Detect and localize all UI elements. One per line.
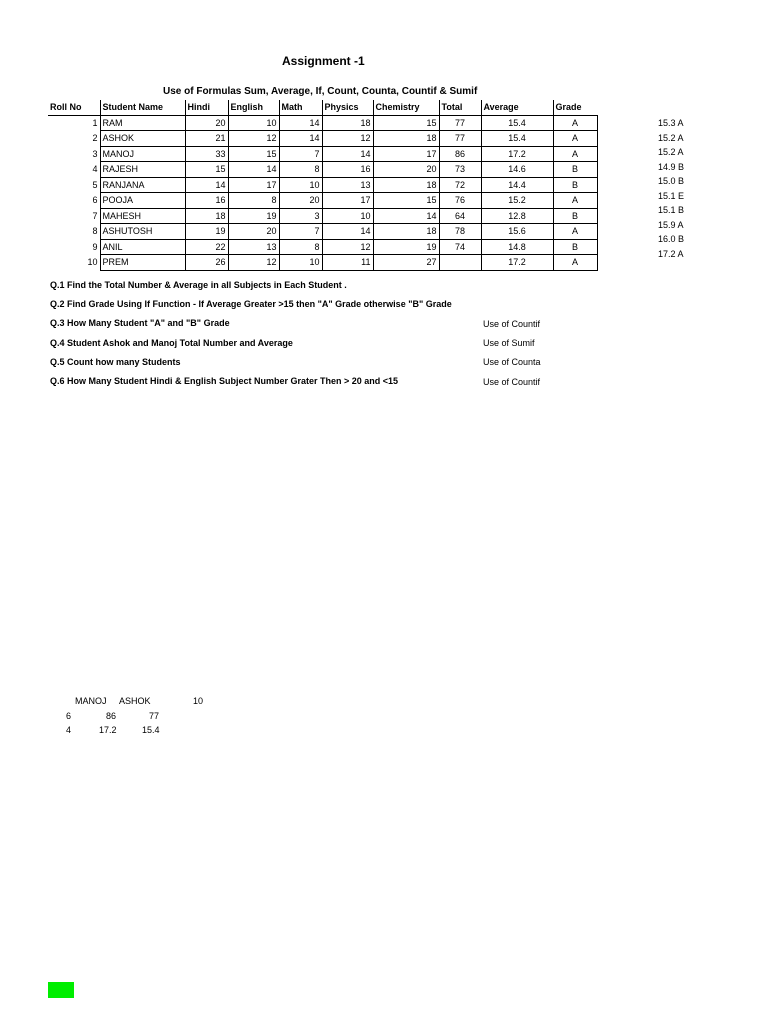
cell-math[interactable]: 20 xyxy=(279,193,322,209)
cell-chemistry[interactable]: 18 xyxy=(373,131,439,147)
table-row xyxy=(48,255,597,271)
cell-student-name[interactable]: ANIL xyxy=(100,239,185,255)
result-manoj-total[interactable]: 86 xyxy=(106,711,117,721)
cell-total[interactable]: 72 xyxy=(439,177,481,193)
cell-roll-no[interactable]: 5 xyxy=(92,179,98,190)
cell-chemistry[interactable]: 20 xyxy=(373,162,439,178)
question-3[interactable]: Q.3 How Many Student "A" and "B" Grade xyxy=(50,318,230,329)
table-row xyxy=(48,177,597,193)
table-row xyxy=(48,239,597,255)
questions-list xyxy=(50,278,452,393)
cell-math[interactable]: 7 xyxy=(279,146,322,162)
cell-total[interactable]: 78 xyxy=(439,224,481,240)
side-value[interactable]: 15.9 A xyxy=(658,219,684,230)
cell-roll-no[interactable]: 9 xyxy=(92,241,98,252)
cell-hindi[interactable]: 19 xyxy=(185,224,228,240)
cell-hindi[interactable]: 16 xyxy=(185,193,228,209)
cell-student-name[interactable]: MAHESH xyxy=(100,208,185,224)
header-english[interactable]: English xyxy=(228,100,279,115)
header-total[interactable]: Total xyxy=(439,100,481,115)
table-row xyxy=(48,162,597,178)
cell-chemistry[interactable]: 18 xyxy=(373,177,439,193)
cell-average[interactable]: 15.4 xyxy=(481,131,553,147)
cell-grade[interactable]: B xyxy=(553,208,597,224)
cell-student-name[interactable]: ASHUTOSH xyxy=(100,224,185,240)
cell-chemistry[interactable]: 27 xyxy=(373,255,439,271)
side-value[interactable]: 15.2 A xyxy=(658,147,684,157)
cell-chemistry[interactable]: 15 xyxy=(373,193,439,209)
cell-math[interactable]: 7 xyxy=(279,224,322,240)
cell-english[interactable]: 12 xyxy=(228,255,279,271)
cell-student-name[interactable]: ASHOK xyxy=(100,131,185,147)
cell-hindi[interactable]: 20 xyxy=(185,115,228,131)
cell-total[interactable] xyxy=(439,255,481,271)
cell-math[interactable]: 8 xyxy=(279,239,322,255)
cell-math[interactable]: 14 xyxy=(279,115,322,131)
cell-hindi[interactable]: 22 xyxy=(185,239,228,255)
result-manoj-average[interactable]: 17.2 xyxy=(99,725,117,735)
question-1[interactable]: Q.1 Find the Total Number & Average in all Subjects in Each Student . xyxy=(50,280,347,290)
cell-english[interactable]: 20 xyxy=(228,224,279,240)
page-title: Assignment -1 xyxy=(282,54,365,68)
cell-grade[interactable]: A xyxy=(553,146,597,162)
cell-physics[interactable]: 13 xyxy=(322,177,373,193)
cell-physics[interactable]: 12 xyxy=(322,239,373,255)
result-grade-b-count[interactable]: 4 xyxy=(66,725,72,735)
cell-english[interactable]: 8 xyxy=(228,193,279,209)
cell-chemistry[interactable]: 17 xyxy=(373,146,439,162)
result-student-count[interactable]: 10 xyxy=(193,696,204,706)
side-value[interactable]: 15.1 E xyxy=(658,190,685,201)
cell-english[interactable]: 17 xyxy=(228,177,279,193)
cell-chemistry[interactable]: 18 xyxy=(373,224,439,240)
cell-chemistry[interactable]: 15 xyxy=(373,115,439,131)
cell-student-name[interactable]: RANJANA xyxy=(100,177,185,193)
result-ashok-total[interactable]: 77 xyxy=(149,711,160,721)
question-2[interactable]: Q.2 Find Grade Using If Function - If Average Greater >15 then "A" Grade otherwise "B" Grade xyxy=(50,299,452,310)
cell-grade[interactable]: A xyxy=(553,115,597,131)
table-header-row xyxy=(48,100,597,115)
header-chemistry[interactable]: Chemistry xyxy=(373,100,439,115)
cell-student-name[interactable]: RAM xyxy=(100,115,185,131)
cell-average[interactable]: 14.8 xyxy=(481,239,553,255)
side-values-column xyxy=(658,116,684,261)
cell-physics[interactable]: 14 xyxy=(322,224,373,240)
cell-hindi[interactable]: 18 xyxy=(185,208,228,224)
cell-average[interactable]: 17.2 xyxy=(481,146,553,162)
question-4[interactable]: Q.4 Student Ashok and Manoj Total Number and Average xyxy=(50,337,293,348)
cell-average[interactable]: 17.2 xyxy=(481,255,553,271)
cell-grade[interactable]: B xyxy=(553,177,597,193)
table-row xyxy=(48,146,597,162)
cell-total[interactable]: 77 xyxy=(439,115,481,131)
hint-q4[interactable]: Use of Sumif xyxy=(483,338,535,349)
cell-roll-no[interactable]: 3 xyxy=(92,148,98,159)
hint-q5[interactable]: Use of Counta xyxy=(483,357,541,368)
cell-total[interactable]: 73 xyxy=(439,162,481,178)
cell-math[interactable]: 10 xyxy=(279,255,322,271)
cell-math[interactable]: 8 xyxy=(279,162,322,178)
cell-english[interactable]: 14 xyxy=(228,162,279,178)
cell-average[interactable]: 15.6 xyxy=(481,224,553,240)
cell-physics[interactable]: 16 xyxy=(322,162,373,178)
cell-grade[interactable]: A xyxy=(553,224,597,240)
cell-hindi[interactable]: 26 xyxy=(185,255,228,271)
cell-english[interactable]: 12 xyxy=(228,131,279,147)
table-row xyxy=(48,208,597,224)
hint-q3[interactable]: Use of Countif xyxy=(483,319,541,329)
cell-roll-no[interactable]: 6 xyxy=(92,195,98,205)
cell-hindi[interactable]: 15 xyxy=(185,162,228,178)
page-subtitle: Use of Formulas Sum, Average, If, Count, Counta, Countif & Sumif xyxy=(163,86,478,97)
cell-average[interactable]: 14.6 xyxy=(481,162,553,178)
side-value[interactable]: 15.1 B xyxy=(658,205,685,215)
cell-english[interactable]: 10 xyxy=(228,115,279,131)
selected-cell-highlight[interactable] xyxy=(48,982,74,998)
cell-total[interactable]: 86 xyxy=(439,146,481,162)
cell-grade[interactable]: A xyxy=(553,193,597,209)
cell-english[interactable]: 13 xyxy=(228,239,279,255)
cell-average[interactable]: 15.2 xyxy=(481,193,553,209)
result-ashok-average[interactable]: 15.4 xyxy=(142,725,160,735)
cell-average[interactable]: 14.4 xyxy=(481,177,553,193)
cell-roll-no[interactable]: 1 xyxy=(92,117,98,128)
table-row xyxy=(48,193,597,209)
cell-hindi[interactable]: 33 xyxy=(185,146,228,162)
result-label-ashok[interactable]: ASHOK xyxy=(119,696,151,706)
header-math[interactable]: Math xyxy=(279,100,322,115)
cell-chemistry[interactable]: 14 xyxy=(373,208,439,224)
cell-student-name[interactable]: POOJA xyxy=(100,193,185,209)
question-5[interactable]: Q.5 Count how many Students xyxy=(50,356,181,367)
cell-hindi[interactable]: 21 xyxy=(185,131,228,147)
cell-math[interactable]: 14 xyxy=(279,131,322,147)
cell-physics[interactable]: 11 xyxy=(322,255,373,271)
header-average[interactable]: Average xyxy=(481,100,553,115)
cell-student-name[interactable]: PREM xyxy=(100,255,185,271)
cell-roll-no[interactable]: 2 xyxy=(92,133,98,143)
cell-physics[interactable]: 17 xyxy=(322,193,373,209)
cell-roll-no[interactable]: 8 xyxy=(92,226,98,236)
cell-roll-no[interactable]: 4 xyxy=(92,164,98,174)
side-value[interactable]: 15.2 A xyxy=(658,132,684,143)
cell-math[interactable]: 10 xyxy=(279,177,322,193)
cell-hindi[interactable]: 14 xyxy=(185,177,228,193)
hint-q6[interactable]: Use of Countif xyxy=(483,376,541,387)
cell-grade[interactable]: A xyxy=(553,131,597,147)
header-hindi[interactable]: Hindi xyxy=(185,100,228,115)
formula-hints xyxy=(483,317,541,394)
header-student-name[interactable]: Student Name xyxy=(100,100,185,115)
header-roll-no[interactable]: Roll No xyxy=(48,100,100,115)
table-row xyxy=(48,115,597,131)
cell-grade[interactable]: B xyxy=(553,239,597,255)
side-value[interactable]: 15.0 B xyxy=(658,176,685,186)
cell-grade[interactable]: A xyxy=(553,255,597,271)
side-value[interactable]: 17.2 A xyxy=(658,248,684,259)
cell-total[interactable]: 76 xyxy=(439,193,481,209)
cell-physics[interactable]: 18 xyxy=(322,115,373,131)
cell-physics[interactable]: 10 xyxy=(322,208,373,224)
cell-student-name[interactable]: RAJESH xyxy=(100,162,185,178)
side-value[interactable]: 16.0 B xyxy=(658,234,685,244)
cell-student-name[interactable]: MANOJ xyxy=(100,146,185,162)
cell-roll-no[interactable]: 10 xyxy=(87,257,98,267)
table-row xyxy=(48,131,597,147)
marks-table xyxy=(48,100,598,271)
question-6[interactable]: Q.6 How Many Student Hindi & English Subject Number Grater Then > 20 and <15 xyxy=(50,375,399,386)
cell-average[interactable]: 15.4 xyxy=(481,115,553,131)
cell-total[interactable]: 64 xyxy=(439,208,481,224)
result-label-manoj[interactable]: MANOJ xyxy=(75,696,107,706)
cell-english[interactable]: 19 xyxy=(228,208,279,224)
header-grade[interactable]: Grade xyxy=(553,100,597,115)
cell-total[interactable]: 74 xyxy=(439,239,481,255)
cell-physics[interactable]: 14 xyxy=(322,146,373,162)
side-value[interactable]: 15.3 A xyxy=(658,118,684,128)
cell-total[interactable]: 77 xyxy=(439,131,481,147)
cell-grade[interactable]: B xyxy=(553,162,597,178)
cell-english[interactable]: 15 xyxy=(228,146,279,162)
cell-math[interactable]: 3 xyxy=(279,208,322,224)
side-value[interactable]: 14.9 B xyxy=(658,161,685,172)
result-grade-a-count[interactable]: 6 xyxy=(66,711,72,721)
table-row xyxy=(48,224,597,240)
cell-chemistry[interactable]: 19 xyxy=(373,239,439,255)
cell-roll-no[interactable]: 7 xyxy=(92,210,98,221)
header-physics[interactable]: Physics xyxy=(322,100,373,115)
cell-physics[interactable]: 12 xyxy=(322,131,373,147)
cell-average[interactable]: 12.8 xyxy=(481,208,553,224)
